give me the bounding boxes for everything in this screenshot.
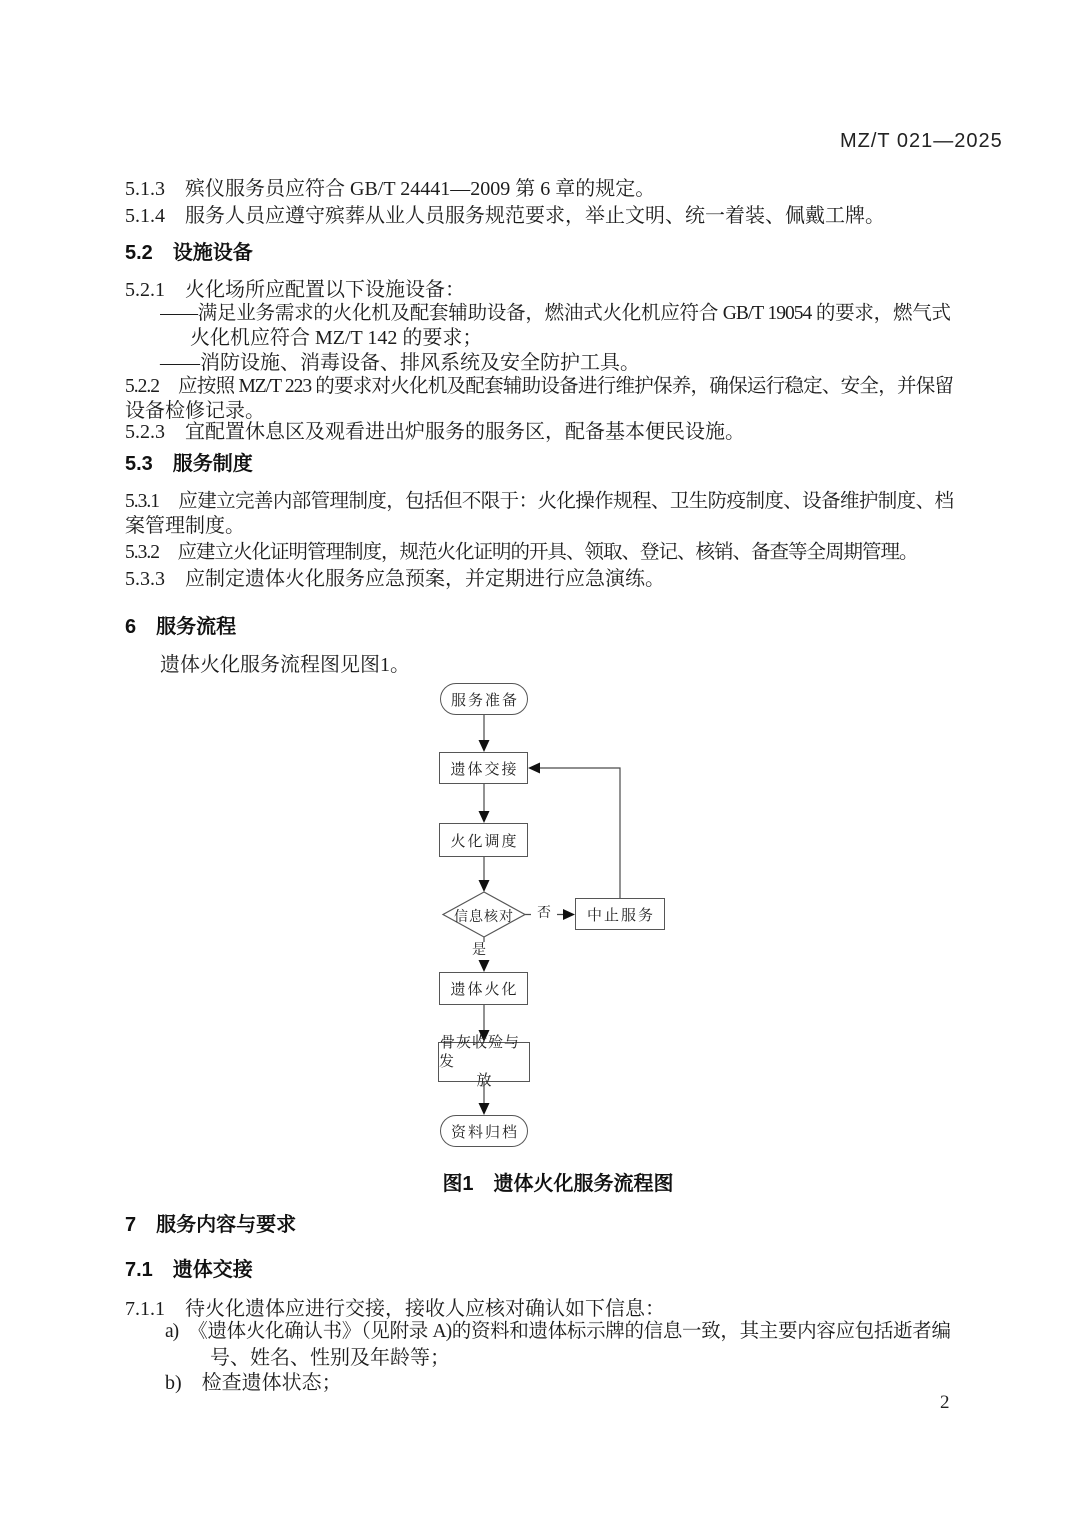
list-item-b: b) 检查遗体状态；	[165, 1372, 342, 1394]
dash-item-cremator: ——满足业务需求的火化机及配套辅助设备，燃油式火化机应符合 GB/T 19054 的要求，燃气式	[160, 303, 950, 324]
flow-node-stop: 中止服务	[575, 898, 665, 930]
list-item-a-cont: 号、姓名、性别及年龄等；	[210, 1347, 450, 1369]
dash-item-fire-safety: ——消防设施、消毒设备、排风系统及安全防护工具。	[160, 352, 640, 374]
figure-intro: 遗体火化服务流程图见图1。	[160, 654, 410, 676]
heading-7: 7 服务内容与要求	[125, 1214, 297, 1236]
flow-node-archive: 资料归档	[440, 1115, 528, 1147]
edge-label-no: 否	[531, 905, 557, 923]
clause-5-3-2: 5.3.2 应建立火化证明管理制度，规范火化证明的开具、领取、登记、核销、备查等全周期管理。	[125, 542, 918, 563]
heading-5-2: 5.2 设施设备	[125, 242, 253, 264]
clause-5-2-1: 5.2.1 火化场所应配置以下设施设备：	[125, 279, 465, 301]
flow-node-dispatch: 火化调度	[439, 823, 528, 857]
clause-5-3-3: 5.3.3 应制定遗体火化服务应急预案，并定期进行应急演练。	[125, 568, 665, 590]
clause-5-2-3: 5.2.3 宜配置休息区及观看进出炉服务的服务区，配备基本便民设施。	[125, 421, 745, 443]
heading-6: 6 服务流程	[125, 616, 237, 638]
doc-number: MZ/T 021—2025	[840, 130, 1003, 152]
figure-caption: 图1 遗体火化服务流程图	[442, 1173, 674, 1195]
flowchart-figure-1	[380, 675, 700, 1165]
clause-5-2-2-cont: 设备检修记录。	[125, 400, 265, 422]
dash-item-cremator-cont: 火化机应符合 MZ/T 142 的要求；	[190, 327, 483, 349]
heading-7-1: 7.1 遗体交接	[125, 1259, 253, 1281]
clause-5-1-4: 5.1.4 服务人员应遵守殡葬从业人员服务规范要求，举止文明、统一着装、佩戴工牌。	[125, 205, 885, 227]
flow-node-check-label: 信息核对	[454, 910, 514, 925]
flow-node-ash-line1: 骨灰收殓与发	[439, 1034, 521, 1070]
clause-5-3-1-cont: 案管理制度。	[125, 515, 245, 537]
flow-node-cremate: 遗体火化	[439, 972, 528, 1005]
clause-5-1-3: 5.1.3 殡仪服务员应符合 GB/T 24441—2009 第 6 章的规定。	[125, 178, 656, 200]
clause-7-1-1: 7.1.1 待火化遗体应进行交接，接收人应核对确认如下信息：	[125, 1298, 665, 1320]
flow-node-ash	[438, 1034, 530, 1089]
flow-node-handover: 遗体交接	[439, 752, 528, 784]
heading-5-3: 5.3 服务制度	[125, 453, 253, 475]
connector-stop-handover-loop	[539, 768, 620, 898]
list-item-a: a) 《遗体火化确认书》（见附录 A)的资料和遗体标示牌的信息一致，其主要内容应包括逝者编	[165, 1321, 950, 1342]
flow-node-ash-line2: 放	[476, 1072, 493, 1089]
clause-5-3-1: 5.3.1 应建立完善内部管理制度，包括但不限于：火化操作规程、卫生防疫制度、设备维护制度、档	[125, 491, 953, 512]
edge-label-yes: 是	[468, 942, 490, 960]
page-number: 2	[940, 1392, 950, 1413]
clause-5-2-2: 5.2.2 应按照 MZ/T 223 的要求对火化机及配套辅助设备进行维护保养，确保运行稳定、安全，并保留	[125, 376, 953, 397]
flow-node-start: 服务准备	[440, 683, 528, 715]
